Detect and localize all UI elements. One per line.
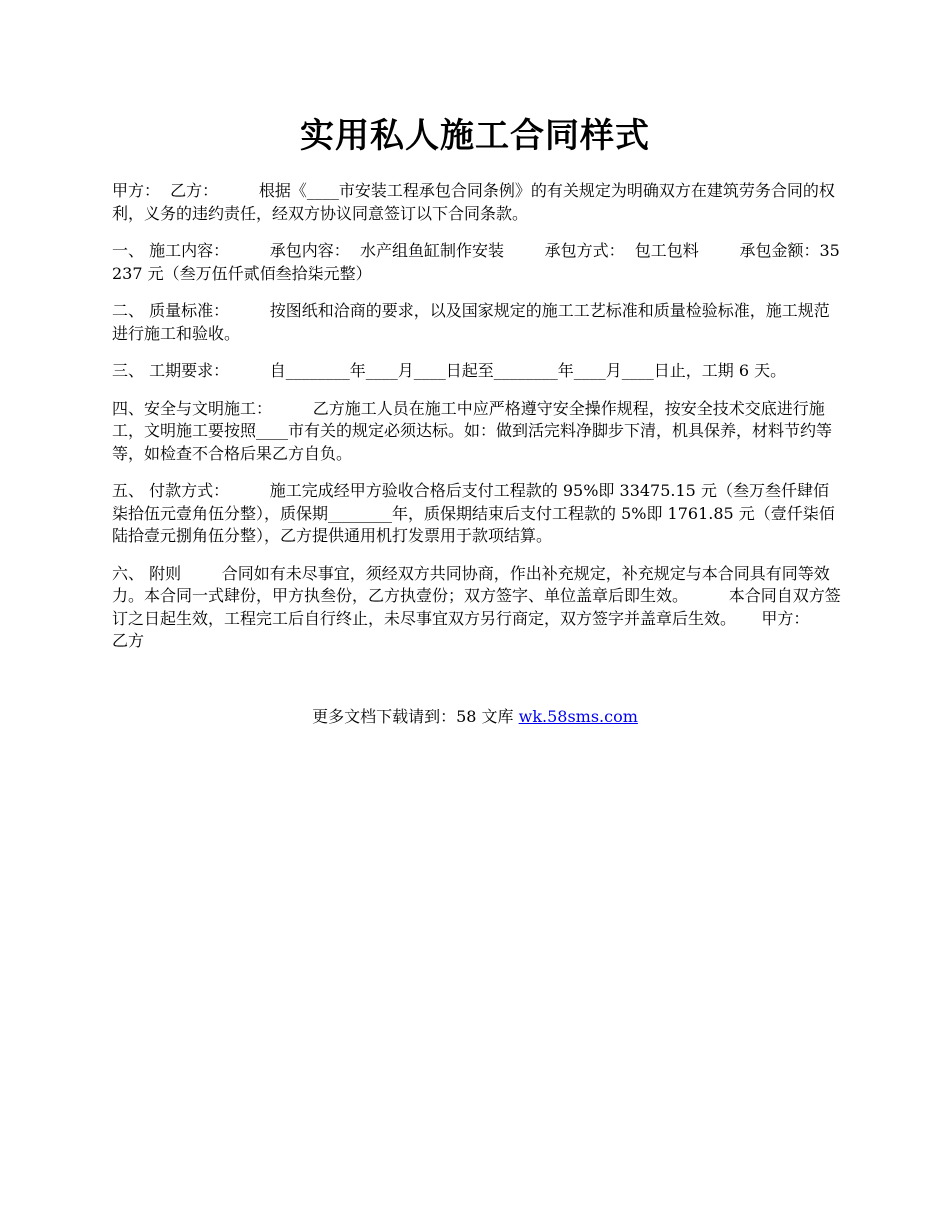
paragraph-payment: 五、 付款方式： 施工完成经甲方验收合格后支付工程款的 95%即 33475.15 元（叁万叁仟肆佰柒拾伍元壹角伍分整），质保期________年，质保期结束后支付工程款的 5%即 1761.85 元（壹仟柒佰陆拾壹元捌角伍分整），乙方提供通用机打发票用于款项结算。	[112, 481, 835, 545]
paragraph-construction-content: 一、 施工内容： 承包内容： 水产组鱼缸制作安装 承包方式： 包工包料 承包金额：35237 元（叁万伍仟贰佰叁拾柒元整）	[112, 241, 840, 283]
footer-prefix: 更多文档下载请到：58 文库	[312, 707, 519, 726]
footer-link[interactable]: wk.58sms.com	[518, 707, 638, 726]
paragraph-safety: 四、安全与文明施工： 乙方施工人员在施工中应严格遵守安全操作规程，按安全技术交底进行施工，文明施工要按照____市有关的规定必须达标。如：做到活完料净脚步下清，机具保养，材料节约等等，如检查不合格后果乙方自负。	[112, 398, 833, 463]
paragraph-quality-standard: 二、 质量标准： 按图纸和洽商的要求，以及国家规定的施工工艺标准和质量检验标准，施工规范进行施工和验收。	[112, 301, 830, 343]
footer-download-note	[0, 706, 950, 728]
contract-body	[112, 180, 851, 668]
paragraph-supplementary: 六、 附则 合同如有未尽事宜，须经双方共同协商，作出补充规定，补充规定与本合同具有同等效力。本合同一式肆份，甲方执叁份，乙方执壹份；双方签字、单位盖章后即生效。 本合同自双方签订之日起生效，工程完工后自行终止，未尽事宜双方另行商定，双方签字并盖章后生效。 甲方： 乙方	[112, 563, 851, 650]
paragraph-intro: 甲方： 乙方： 根据《____市安装工程承包合同条例》的有关规定为明确双方在建筑劳务合同的权利，义务的违约责任，经双方协议同意签订以下合同条款。	[112, 181, 835, 223]
page-title: 实用私人施工合同样式	[300, 116, 650, 156]
paragraph-schedule: 三、 工期要求： 自________年____月____日起至________年____月____日止，工期 6 天。	[112, 361, 787, 380]
